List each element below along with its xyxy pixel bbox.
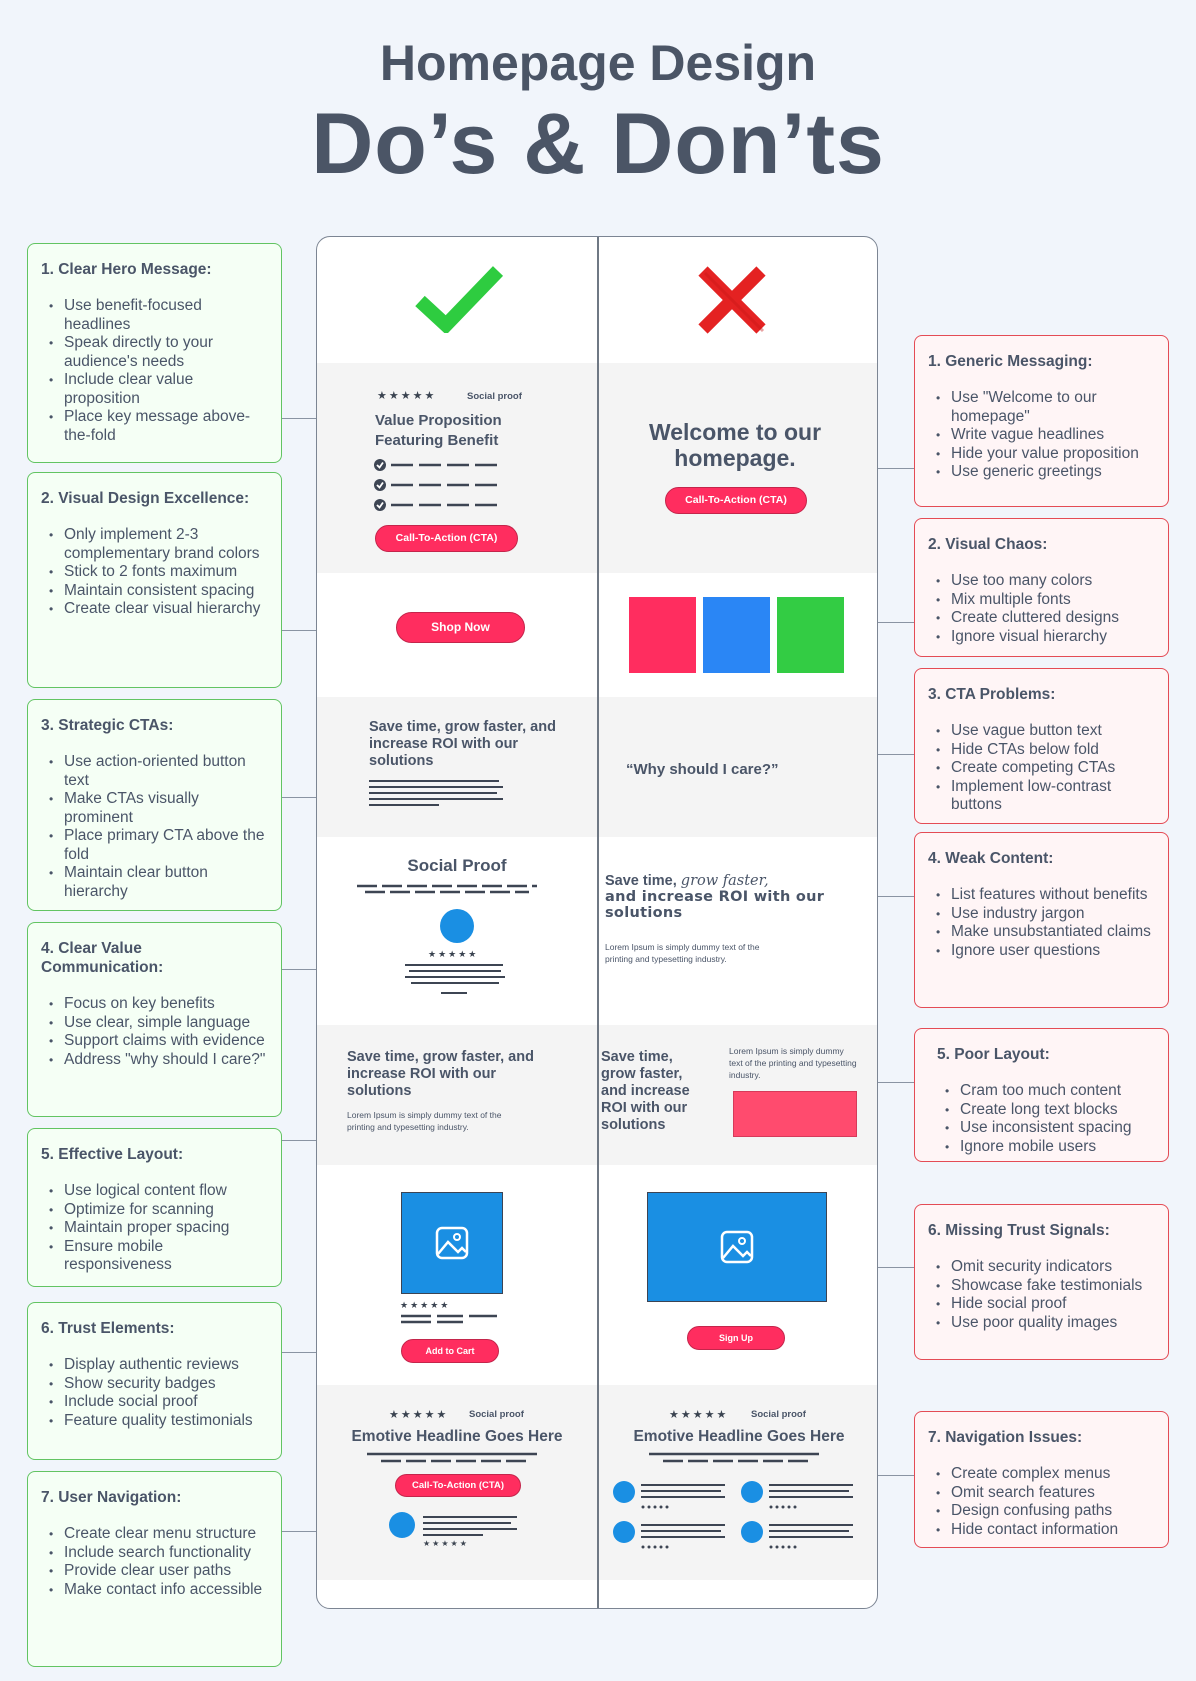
do-card-ctas (27, 699, 282, 911)
dont-item: • Cram too much content (937, 1082, 1155, 1101)
nav-cta-button[interactable]: Call-To-Action (CTA) (395, 1474, 521, 1497)
benefit-headline: Save time, grow faster, and increase ROI with our solutions (369, 719, 556, 769)
emotive-headline: Emotive Headline Goes Here (351, 1428, 563, 1445)
text-lines-icon (369, 779, 509, 809)
do-item: • Provide clear user paths (41, 1562, 268, 1581)
do-card-title: 6. Trust Elements: (41, 1320, 175, 1337)
do-item: • Display authentic reviews (41, 1356, 268, 1375)
mixed-font-headline (605, 873, 845, 921)
dont-item: • Use "Welcome to our homepage" (928, 389, 1155, 426)
dont-item: • Make unsubstantiated claims (928, 923, 1155, 942)
image-placeholder-icon (720, 1230, 754, 1264)
center-divider (597, 237, 599, 1608)
dont-card-navigation (914, 1411, 1169, 1548)
do-item: • Make contact info accessible (41, 1581, 268, 1600)
avatar (613, 1521, 635, 1543)
dont-card-title: 3. CTA Problems: (928, 686, 1056, 703)
do-item: • Maintain clear button hierarchy (41, 864, 268, 901)
comparison-mockup (316, 236, 878, 1609)
dont-card-title: 7. Navigation Issues: (928, 1429, 1083, 1446)
do-item: • Speak directly to your audience's needs (41, 334, 268, 371)
do-item: • Create clear visual hierarchy (41, 600, 268, 619)
dont-item: • Implement low-contrast buttons (928, 778, 1155, 815)
dont-card-generic (914, 335, 1169, 507)
dash-line-icon (649, 1452, 819, 1464)
do-item: • Only implement 2-3 complementary brand colors (41, 526, 268, 563)
image-placeholder-icon (435, 1226, 469, 1260)
emotive-headline: Emotive Headline Goes Here (633, 1428, 845, 1445)
avatar (741, 1481, 763, 1503)
dont-card-title: 2. Visual Chaos: (928, 536, 1048, 553)
cramped-headline: Save time, grow faster, and increase ROI with our solutions (601, 1049, 690, 1133)
do-item: • Address "why should I care?" (41, 1051, 268, 1070)
do-card-title: 3. Strategic CTAs: (41, 717, 174, 734)
do-card-value (27, 922, 282, 1117)
dont-item: • Use vague button text (928, 722, 1155, 741)
color-swatch-pink (629, 597, 696, 673)
do-item: • Make CTAs visually prominent (41, 790, 268, 827)
generic-cta-button[interactable]: Call-To-Action (CTA) (665, 487, 807, 514)
rating-stars: ★★★★★ (669, 1409, 729, 1421)
dont-card-content (914, 832, 1169, 1008)
do-item: • Show security badges (41, 1375, 268, 1394)
mixed-font-part: grow faster, (680, 873, 769, 889)
shop-now-button[interactable]: Shop Now (396, 612, 525, 643)
dont-item: • Create competing CTAs (928, 759, 1155, 778)
social-proof-label: Social proof (467, 391, 522, 402)
do-item: • Ensure mobile responsiveness (41, 1238, 268, 1275)
text-lines-icon (641, 1523, 731, 1553)
avatar (389, 1512, 415, 1538)
social-proof-label: Social proof (469, 1409, 524, 1420)
dont-item: • Mix multiple fonts (928, 591, 1155, 610)
rating-stars: ★★★★★ (428, 949, 479, 959)
social-proof-title: Social Proof (407, 856, 507, 875)
add-to-cart-button[interactable]: Add to Cart (401, 1339, 499, 1363)
dont-item: • Design confusing paths (928, 1502, 1155, 1521)
cross-icon (695, 263, 769, 337)
dont-card-trust (914, 1204, 1169, 1360)
dont-card-title: 5. Poor Layout: (937, 1046, 1050, 1063)
page-title-line2: Do’s & Don’ts (311, 96, 885, 192)
avatar (613, 1481, 635, 1503)
dont-item: • Omit security indicators (928, 1258, 1155, 1277)
dont-card-cta (914, 668, 1169, 824)
dont-item: • Use too many colors (928, 572, 1155, 591)
value-prop-headline: Value Proposition Featuring Benefit (375, 412, 502, 449)
sign-up-button[interactable]: Sign Up (687, 1326, 785, 1350)
mixed-font-part: and increase ROI with our solutions (605, 889, 825, 921)
do-item: • Optimize for scanning (41, 1201, 268, 1220)
do-item: • Maintain consistent spacing (41, 582, 268, 601)
dash-line-icon (367, 1452, 537, 1464)
dont-item: • Use generic greetings (928, 463, 1155, 482)
do-item: • Stick to 2 fonts maximum (41, 563, 268, 582)
rating-stars: ★★★★★ (389, 1409, 449, 1421)
dont-item: • Use industry jargon (928, 905, 1155, 924)
mixed-font-part: Save time, (605, 873, 677, 889)
dont-item: • Hide CTAs below fold (928, 741, 1155, 760)
checklist-icon (373, 457, 513, 517)
do-card-title: 7. User Navigation: (41, 1489, 182, 1506)
rating-stars: ★★★★★ (377, 390, 437, 402)
do-item: • Place key message above-the-fold (41, 408, 268, 445)
rating-stars: ★★★★★ (423, 1539, 469, 1548)
cramped-banner (733, 1091, 857, 1137)
dont-item: • List features without benefits (928, 886, 1155, 905)
do-item: • Include social proof (41, 1393, 268, 1412)
do-item: • Use benefit-focused headlines (41, 297, 268, 334)
do-card-trust (27, 1302, 282, 1460)
why-care-text: “Why should I care?” (626, 761, 779, 778)
dont-item: • Hide social proof (928, 1295, 1155, 1314)
do-item: • Place primary CTA above the fold (41, 827, 268, 864)
dont-item: • Omit search features (928, 1484, 1155, 1503)
text-lines-icon (769, 1523, 859, 1553)
text-lines-icon (405, 963, 515, 997)
dont-card-title: 1. Generic Messaging: (928, 353, 1093, 370)
avatar (741, 1521, 763, 1543)
do-card-title: 1. Clear Hero Message: (41, 261, 212, 278)
dont-card-layout (914, 1028, 1169, 1162)
color-swatch-green (777, 597, 844, 673)
dont-card-chaos (914, 518, 1169, 657)
do-item: • Maintain proper spacing (41, 1219, 268, 1238)
cramped-lorem-text: Lorem Ipsum is simply dummy text of the printing and typesetting industry. (729, 1046, 857, 1080)
dont-item: • Ignore mobile users (937, 1138, 1155, 1157)
check-icon (412, 263, 504, 333)
do-item: • Use action-oriented button text (41, 753, 268, 790)
dont-card-title: 6. Missing Trust Signals: (928, 1222, 1110, 1239)
lorem-text: Lorem Ipsum is simply dummy text of the printing and typesetting industry. (347, 1110, 502, 1132)
dont-item: • Hide contact information (928, 1521, 1155, 1540)
do-item: • Focus on key benefits (41, 995, 268, 1014)
dash-line-icon (357, 884, 547, 894)
lorem-text: Lorem Ipsum is simply dummy text of the printing and typesetting industry. (605, 942, 760, 964)
dont-item: • Ignore visual hierarchy (928, 628, 1155, 647)
do-card-title: 2. Visual Design Excellence: (41, 490, 250, 507)
dont-item: • Write vague headlines (928, 426, 1155, 445)
dont-item: • Use poor quality images (928, 1314, 1155, 1333)
do-card-title: 4. Clear Value Communication: (41, 940, 164, 976)
hero-cta-button[interactable]: Call-To-Action (CTA) (375, 525, 518, 552)
text-lines-icon (401, 1314, 501, 1324)
do-item: • Support claims with evidence (41, 1032, 268, 1051)
welcome-headline: Welcome to our homepage. (648, 419, 822, 471)
dont-item: • Showcase fake testimonials (928, 1277, 1155, 1296)
do-item: • Feature quality testimonials (41, 1412, 268, 1431)
benefit-headline: Save time, grow faster, and increase ROI with our solutions (347, 1049, 534, 1099)
do-item: • Use clear, simple language (41, 1014, 268, 1033)
do-card-navigation (27, 1471, 282, 1667)
dont-item: • Use inconsistent spacing (937, 1119, 1155, 1138)
do-card-title: 5. Effective Layout: (41, 1146, 184, 1163)
dont-item: • Hide your value proposition (928, 445, 1155, 464)
dont-item: • Create long text blocks (937, 1101, 1155, 1120)
do-item: • Include clear value proposition (41, 371, 268, 408)
color-swatch-blue (703, 597, 770, 673)
dont-card-title: 4. Weak Content: (928, 850, 1054, 867)
do-card-visual (27, 472, 282, 688)
do-card-layout (27, 1128, 282, 1287)
text-lines-icon (769, 1483, 859, 1513)
dont-item: • Create cluttered designs (928, 609, 1155, 628)
do-item: • Use logical content flow (41, 1182, 268, 1201)
do-item: • Create clear menu structure (41, 1525, 268, 1544)
dont-item: • Create complex menus (928, 1465, 1155, 1484)
do-card-hero (27, 243, 282, 463)
do-item: • Include search functionality (41, 1544, 268, 1563)
text-lines-icon (641, 1483, 731, 1513)
rating-stars: ★★★★★ (400, 1300, 451, 1310)
social-proof-label: Social proof (751, 1409, 806, 1420)
avatar (440, 909, 474, 943)
dont-item: • Ignore user questions (928, 942, 1155, 961)
page-title-line1: Homepage Design (379, 35, 817, 91)
